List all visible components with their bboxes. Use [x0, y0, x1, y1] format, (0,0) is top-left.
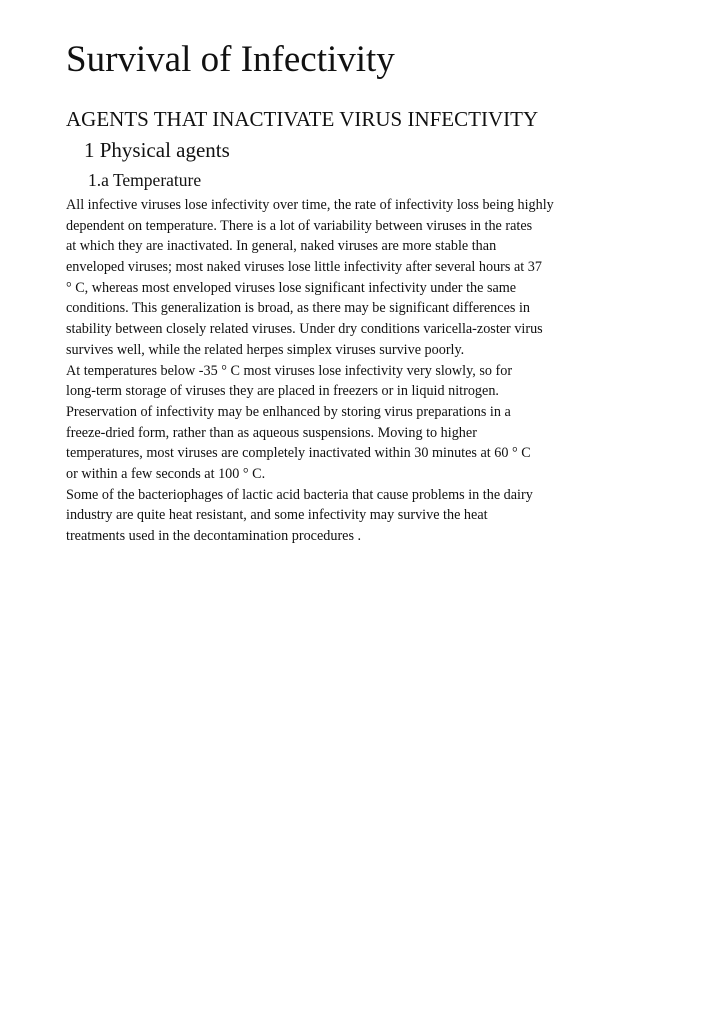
body-line: conditions. This generalization is broad, as there may be significant differences in [66, 300, 530, 317]
body-line: freeze-dried form, rather than as aqueous suspensions. Moving to higher [66, 424, 477, 441]
body-line: Preservation of infectivity may be enlhanced by storing virus preparations in a [66, 403, 511, 420]
body-line: at which they are inactivated. In general, naked viruses are more stable than [66, 238, 497, 255]
body-line: or within a few seconds at 100 ° C. [66, 465, 266, 482]
body-line: Some of the bacteriophages of lactic acid bacteria that cause problems in the dairy [66, 486, 533, 503]
section-heading: AGENTS THAT INACTIVATE VIRUS INFECTIVITY [66, 107, 539, 131]
subsection-heading: 1 Physical agents [84, 138, 230, 162]
body-line: survives well, while the related herpes simplex viruses survive poorly. [66, 341, 465, 358]
body-line: ° C, whereas most enveloped viruses lose significant infectivity under the same [66, 279, 517, 296]
body-line: long-term storage of viruses they are placed in freezers or in liquid nitrogen. [66, 383, 499, 400]
body-line: temperatures, most viruses are completely inactivated within 30 minutes at 60 ° C [66, 445, 531, 462]
body-line: stability between closely related viruses. Under dry conditions varicella-zoster virus [66, 321, 543, 338]
body-line: dependent on temperature. There is a lot of variability between viruses in the rates [66, 217, 533, 234]
body-line: industry are quite heat resistant, and some infectivity may survive the heat [66, 507, 488, 524]
body-line: treatments used in the decontamination procedures . [66, 528, 362, 544]
body-line: All infective viruses lose infectivity over time, the rate of infectivity loss being highly [66, 197, 554, 213]
page-title: Survival of Infectivity [66, 39, 395, 80]
subsubsection-heading: 1.a Temperature [88, 170, 202, 190]
body-line: enveloped viruses; most naked viruses lose little infectivity after several hours at 37 [66, 259, 542, 276]
body-paragraphs [66, 195, 631, 547]
body-line: At temperatures below -35 ° C most viruses lose infectivity very slowly, so for [66, 362, 513, 379]
